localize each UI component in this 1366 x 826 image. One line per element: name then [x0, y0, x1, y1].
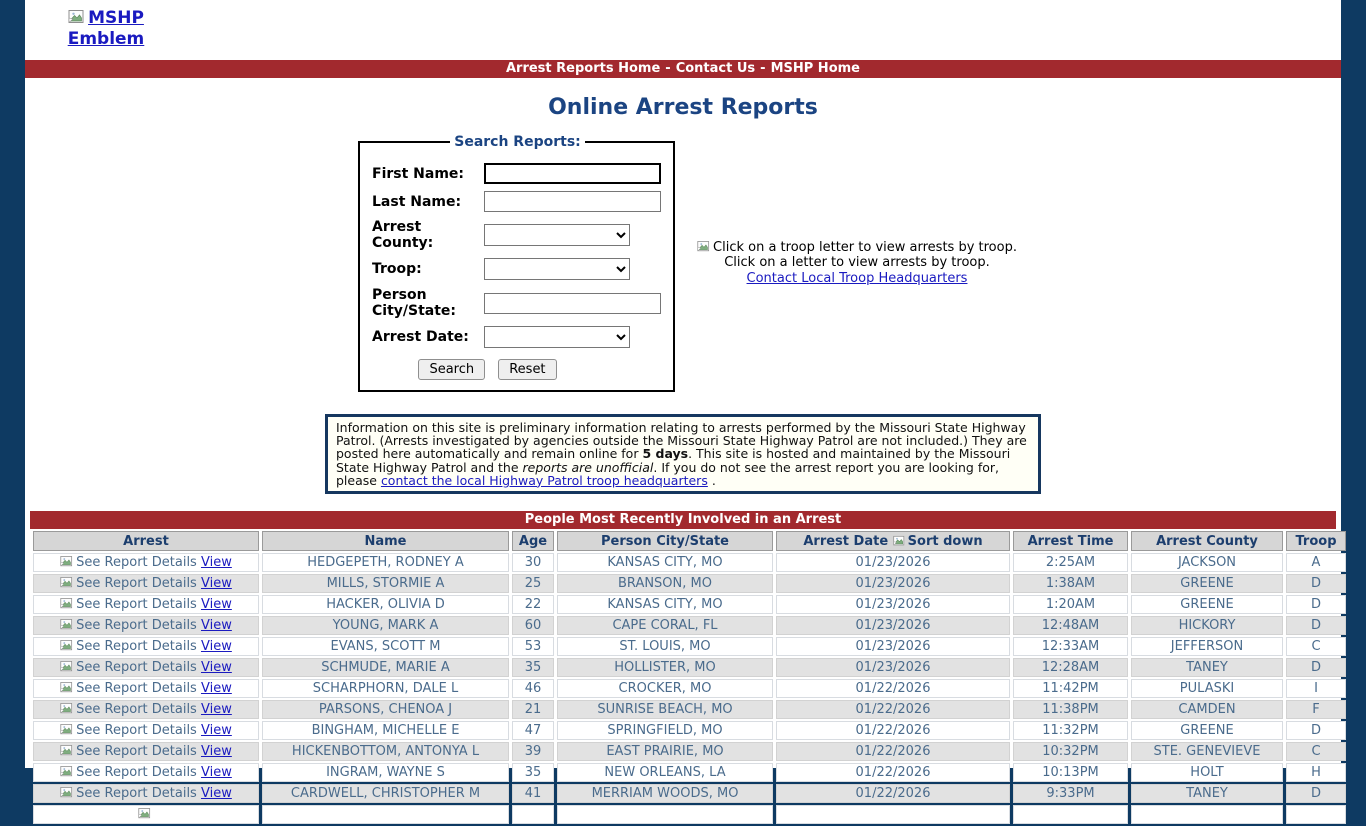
table-row	[33, 679, 1346, 698]
nav-contact-us[interactable]: Contact Us	[675, 61, 756, 76]
troop-cell: D	[1286, 595, 1346, 614]
report-details-icon[interactable]	[60, 702, 76, 717]
arrest-date-cell	[776, 805, 1010, 824]
arrest-actions-cell	[33, 658, 259, 677]
troop-map-alt-text: Click on a troop letter to view arrests by troop.	[713, 239, 1017, 255]
arrest-date-select[interactable]	[484, 326, 630, 348]
arrest-time-cell: 10:13PM	[1013, 763, 1128, 782]
table-row	[33, 658, 1346, 677]
search-button[interactable]: Search	[418, 359, 485, 380]
arrest-actions-cell	[33, 763, 259, 782]
arrest-time-cell: 12:33AM	[1013, 637, 1128, 656]
arrest-county-cell: CAMDEN	[1131, 700, 1283, 719]
arrest-county-select[interactable]	[484, 224, 630, 246]
name-cell: MILLS, STORMIE A	[262, 574, 509, 593]
arrest-date-header-label: Arrest Date	[803, 533, 889, 549]
report-details-icon[interactable]	[60, 786, 76, 801]
table-row	[33, 784, 1346, 803]
person-city-state-cell: HOLLISTER, MO	[557, 658, 773, 677]
report-details-icon[interactable]	[60, 681, 76, 696]
view-report-link[interactable]: View	[200, 681, 232, 697]
person-city-state-cell: ST. LOUIS, MO	[557, 637, 773, 656]
arrest-actions-cell	[33, 616, 259, 635]
notice-italic-text: reports are unofficial	[522, 459, 654, 475]
view-report-link[interactable]: View	[200, 744, 232, 760]
troop-select[interactable]	[484, 258, 630, 280]
table-row	[33, 574, 1346, 593]
arrest-date-cell: 01/22/2026	[776, 721, 1010, 740]
view-report-link[interactable]: View	[200, 639, 232, 655]
table-row	[33, 700, 1346, 719]
arrest-time-cell: 12:48AM	[1013, 616, 1128, 635]
arrest-county-cell: HICKORY	[1131, 616, 1283, 635]
disclaimer-notice	[325, 414, 1041, 494]
report-details-alt-text: See Report Details	[76, 576, 197, 592]
arrest-date-cell: 01/23/2026	[776, 553, 1010, 572]
recent-arrests-section	[30, 511, 1336, 826]
troop-cell: F	[1286, 700, 1346, 719]
age-cell: 41	[512, 784, 554, 803]
troop-cell: A	[1286, 553, 1346, 572]
name-cell: EVANS, SCOTT M	[262, 637, 509, 656]
name-cell	[262, 805, 509, 824]
arrest-date-cell: 01/22/2026	[776, 784, 1010, 803]
report-details-icon[interactable]	[60, 618, 76, 633]
view-report-link[interactable]: View	[200, 597, 232, 613]
col-header-age: Age	[512, 531, 554, 551]
arrest-time-cell: 10:32PM	[1013, 742, 1128, 761]
arrest-time-cell: 9:33PM	[1013, 784, 1128, 803]
table-title-band: People Most Recently Involved in an Arrest	[30, 511, 1336, 529]
table-row	[33, 763, 1346, 782]
contact-local-troop-link[interactable]: Contact Local Troop Headquarters	[746, 270, 968, 286]
nav-mshp-home[interactable]: MSHP Home	[770, 61, 860, 76]
page-title: Online Arrest Reports	[548, 95, 818, 120]
arrest-time-cell: 11:32PM	[1013, 721, 1128, 740]
header	[25, 0, 1341, 60]
contact-troop-headquarters-link[interactable]: contact the local Highway Patrol troop headquarters	[380, 472, 708, 488]
report-details-alt-text: See Report Details	[76, 681, 197, 697]
age-cell: 46	[512, 679, 554, 698]
table-row	[33, 616, 1346, 635]
person-city-state-cell: CAPE CORAL, FL	[557, 616, 773, 635]
first-name-input[interactable]	[484, 163, 661, 184]
name-cell: SCHARPHORN, DALE L	[262, 679, 509, 698]
arrest-time-cell: 12:28AM	[1013, 658, 1128, 677]
notice-text: . If you do not see the arrest report you are looking for, please	[336, 459, 999, 488]
name-cell: SCHMUDE, MARIE A	[262, 658, 509, 677]
age-cell	[512, 805, 554, 824]
arrest-date-label: Arrest Date:	[372, 329, 469, 345]
troop-cell: H	[1286, 763, 1346, 782]
arrest-actions-cell	[33, 700, 259, 719]
content-area	[25, 0, 1341, 802]
arrest-actions-cell	[33, 553, 259, 572]
troop-cell: I	[1286, 679, 1346, 698]
age-cell: 47	[512, 721, 554, 740]
person-city-state-cell: MERRIAM WOODS, MO	[557, 784, 773, 803]
notice-text: Information on this site is preliminary information relating to arrests performed by the Missouri State Highway Patrol. (Arrests investigated by agencies outside the Missouri State Highway Patrol are not included.) They are posted here automatically and remain online for	[336, 420, 1027, 462]
arrest-time-cell: 11:42PM	[1013, 679, 1128, 698]
report-details-alt-text: See Report Details	[76, 660, 197, 676]
age-cell: 60	[512, 616, 554, 635]
name-cell: CARDWELL, CHRISTOPHER M	[262, 784, 509, 803]
arrest-county-cell: STE. GENEVIEVE	[1131, 742, 1283, 761]
age-cell: 22	[512, 595, 554, 614]
table-row	[33, 553, 1346, 572]
person-city-state-cell: SPRINGFIELD, MO	[557, 721, 773, 740]
name-cell: HACKER, OLIVIA D	[262, 595, 509, 614]
troop-cell: D	[1286, 574, 1346, 593]
view-report-link[interactable]: View	[200, 765, 232, 781]
col-header-name: Name	[262, 531, 509, 551]
last-name-label: Last Name:	[372, 193, 462, 210]
arrest-time-cell: 1:38AM	[1013, 574, 1128, 593]
person-city-state-cell: KANSAS CITY, MO	[557, 553, 773, 572]
mshp-emblem-link[interactable]	[31, 8, 181, 50]
arrest-time-cell: 11:38PM	[1013, 700, 1128, 719]
report-details-alt-text: See Report Details	[76, 723, 197, 739]
troop-label: Troop:	[372, 261, 422, 277]
troop-cell: D	[1286, 784, 1346, 803]
person-city-state-cell: CROCKER, MO	[557, 679, 773, 698]
age-cell: 30	[512, 553, 554, 572]
nav-arrest-reports-home[interactable]: Arrest Reports Home	[505, 61, 661, 76]
arrest-time-cell: 1:20AM	[1013, 595, 1128, 614]
table-row	[33, 721, 1346, 740]
arrest-actions-cell	[33, 721, 259, 740]
arrest-county-cell: HOLT	[1131, 763, 1283, 782]
troop-map-info	[697, 240, 1017, 287]
troop-letter-instruction: Click on a letter to view arrests by troop.	[724, 255, 990, 271]
report-details-alt-text: See Report Details	[76, 744, 197, 760]
name-cell: HEDGEPETH, RODNEY A	[262, 553, 509, 572]
troop-cell: D	[1286, 658, 1346, 677]
report-details-alt-text: See Report Details	[76, 702, 197, 718]
search-section	[25, 134, 1341, 392]
report-details-alt-text: See Report Details	[76, 765, 197, 781]
top-nav	[25, 60, 1341, 78]
troop-map-broken-image-icon[interactable]	[697, 240, 713, 255]
notice-text: .	[707, 472, 716, 488]
arrest-results-table	[30, 529, 1349, 826]
arrest-date-cell: 01/23/2026	[776, 637, 1010, 656]
table-row	[33, 595, 1346, 614]
notice-text: . This site is hosted and maintained by the Missouri State Highway Patrol and the	[336, 446, 1011, 475]
name-cell: HICKENBOTTOM, ANTONYA L	[262, 742, 509, 761]
arrest-date-cell: 01/23/2026	[776, 658, 1010, 677]
arrest-county-cell	[1131, 805, 1283, 824]
arrest-county-cell: GREENE	[1131, 595, 1283, 614]
arrest-county-cell: JEFFERSON	[1131, 637, 1283, 656]
report-details-icon[interactable]	[138, 807, 154, 822]
arrest-actions-cell	[33, 574, 259, 593]
name-cell: YOUNG, MARK A	[262, 616, 509, 635]
arrest-date-cell: 01/23/2026	[776, 616, 1010, 635]
report-details-icon[interactable]	[60, 660, 76, 675]
nav-separator: -	[665, 61, 671, 76]
age-cell: 25	[512, 574, 554, 593]
col-header-person-city-state: Person City/State	[557, 531, 773, 551]
arrest-actions-cell	[33, 742, 259, 761]
age-cell: 53	[512, 637, 554, 656]
arrest-county-cell: GREENE	[1131, 721, 1283, 740]
arrest-actions-cell	[33, 637, 259, 656]
arrest-county-cell: TANEY	[1131, 784, 1283, 803]
arrest-table-body	[33, 553, 1346, 824]
report-details-alt-text: See Report Details	[76, 639, 197, 655]
nav-separator: -	[760, 61, 766, 76]
report-details-alt-text: See Report Details	[76, 786, 197, 802]
arrest-county-cell: TANEY	[1131, 658, 1283, 677]
arrest-county-cell: PULASKI	[1131, 679, 1283, 698]
arrest-county-label: Arrest County:	[372, 219, 434, 251]
arrest-time-cell: 2:25AM	[1013, 553, 1128, 572]
view-report-link[interactable]: View	[200, 555, 232, 571]
col-header-arrest: Arrest	[33, 531, 259, 551]
troop-cell: C	[1286, 742, 1346, 761]
arrest-date-cell: 01/23/2026	[776, 574, 1010, 593]
arrest-actions-cell	[33, 679, 259, 698]
report-details-icon[interactable]	[60, 555, 76, 570]
arrest-date-cell: 01/23/2026	[776, 595, 1010, 614]
last-name-input[interactable]	[484, 191, 661, 212]
report-details-alt-text: See Report Details	[76, 618, 197, 634]
table-row	[33, 742, 1346, 761]
search-form-legend: Search Reports:	[454, 134, 581, 150]
age-cell: 35	[512, 658, 554, 677]
report-details-icon[interactable]	[60, 765, 76, 780]
person-city-state-cell: NEW ORLEANS, LA	[557, 763, 773, 782]
view-report-link[interactable]: View	[200, 723, 232, 739]
person-city-state-cell: SUNRISE BEACH, MO	[557, 700, 773, 719]
arrest-date-cell: 01/22/2026	[776, 679, 1010, 698]
report-details-alt-text: See Report Details	[76, 597, 197, 613]
name-cell: INGRAM, WAYNE S	[262, 763, 509, 782]
age-cell: 21	[512, 700, 554, 719]
first-name-label: First Name:	[372, 165, 465, 182]
col-header-arrest-county: Arrest County	[1131, 531, 1283, 551]
arrest-actions-cell	[33, 784, 259, 803]
person-city-state-label: Person City/State:	[372, 287, 457, 319]
reset-button[interactable]: Reset	[498, 359, 556, 380]
arrest-actions-cell	[33, 805, 259, 824]
person-city-state-input[interactable]	[484, 293, 661, 314]
name-cell: BINGHAM, MICHELLE E	[262, 721, 509, 740]
person-city-state-cell: BRANSON, MO	[557, 574, 773, 593]
age-cell: 39	[512, 742, 554, 761]
report-details-icon[interactable]	[60, 723, 76, 738]
table-row	[33, 805, 1346, 824]
sort-down-label: Sort down	[907, 533, 983, 549]
troop-cell: C	[1286, 637, 1346, 656]
age-cell: 35	[512, 763, 554, 782]
arrest-county-cell: JACKSON	[1131, 553, 1283, 572]
person-city-state-cell	[557, 805, 773, 824]
notice-bold-text: 5 days	[642, 446, 689, 462]
report-details-icon[interactable]	[60, 597, 76, 612]
report-details-icon[interactable]	[60, 639, 76, 654]
view-report-link[interactable]: View	[200, 576, 232, 592]
arrest-date-cell: 01/22/2026	[776, 700, 1010, 719]
view-report-link[interactable]: View	[200, 786, 232, 802]
col-header-troop: Troop	[1286, 531, 1346, 551]
view-report-link[interactable]: View	[200, 702, 232, 718]
table-row	[33, 637, 1346, 656]
view-report-link[interactable]: View	[200, 618, 232, 634]
col-header-arrest-time: Arrest Time	[1013, 531, 1128, 551]
report-details-icon[interactable]	[60, 576, 76, 591]
report-details-icon[interactable]	[60, 744, 76, 759]
view-report-link[interactable]: View	[200, 660, 232, 676]
arrest-time-cell	[1013, 805, 1128, 824]
search-reports-form	[358, 134, 675, 392]
troop-cell	[1286, 805, 1346, 824]
arrest-actions-cell	[33, 595, 259, 614]
arrest-county-cell: GREENE	[1131, 574, 1283, 593]
arrest-date-cell: 01/22/2026	[776, 742, 1010, 761]
troop-cell: D	[1286, 721, 1346, 740]
person-city-state-cell: EAST PRAIRIE, MO	[557, 742, 773, 761]
person-city-state-cell: KANSAS CITY, MO	[557, 595, 773, 614]
arrest-date-cell: 01/22/2026	[776, 763, 1010, 782]
broken-image-icon	[68, 8, 88, 28]
sort-down-control[interactable]	[893, 534, 983, 549]
col-header-arrest-date	[776, 531, 1010, 551]
emblem-alt-text: MSHP Emblem	[67, 8, 145, 49]
report-details-alt-text: See Report Details	[76, 555, 197, 571]
troop-cell: D	[1286, 616, 1346, 635]
name-cell: PARSONS, CHENOA J	[262, 700, 509, 719]
